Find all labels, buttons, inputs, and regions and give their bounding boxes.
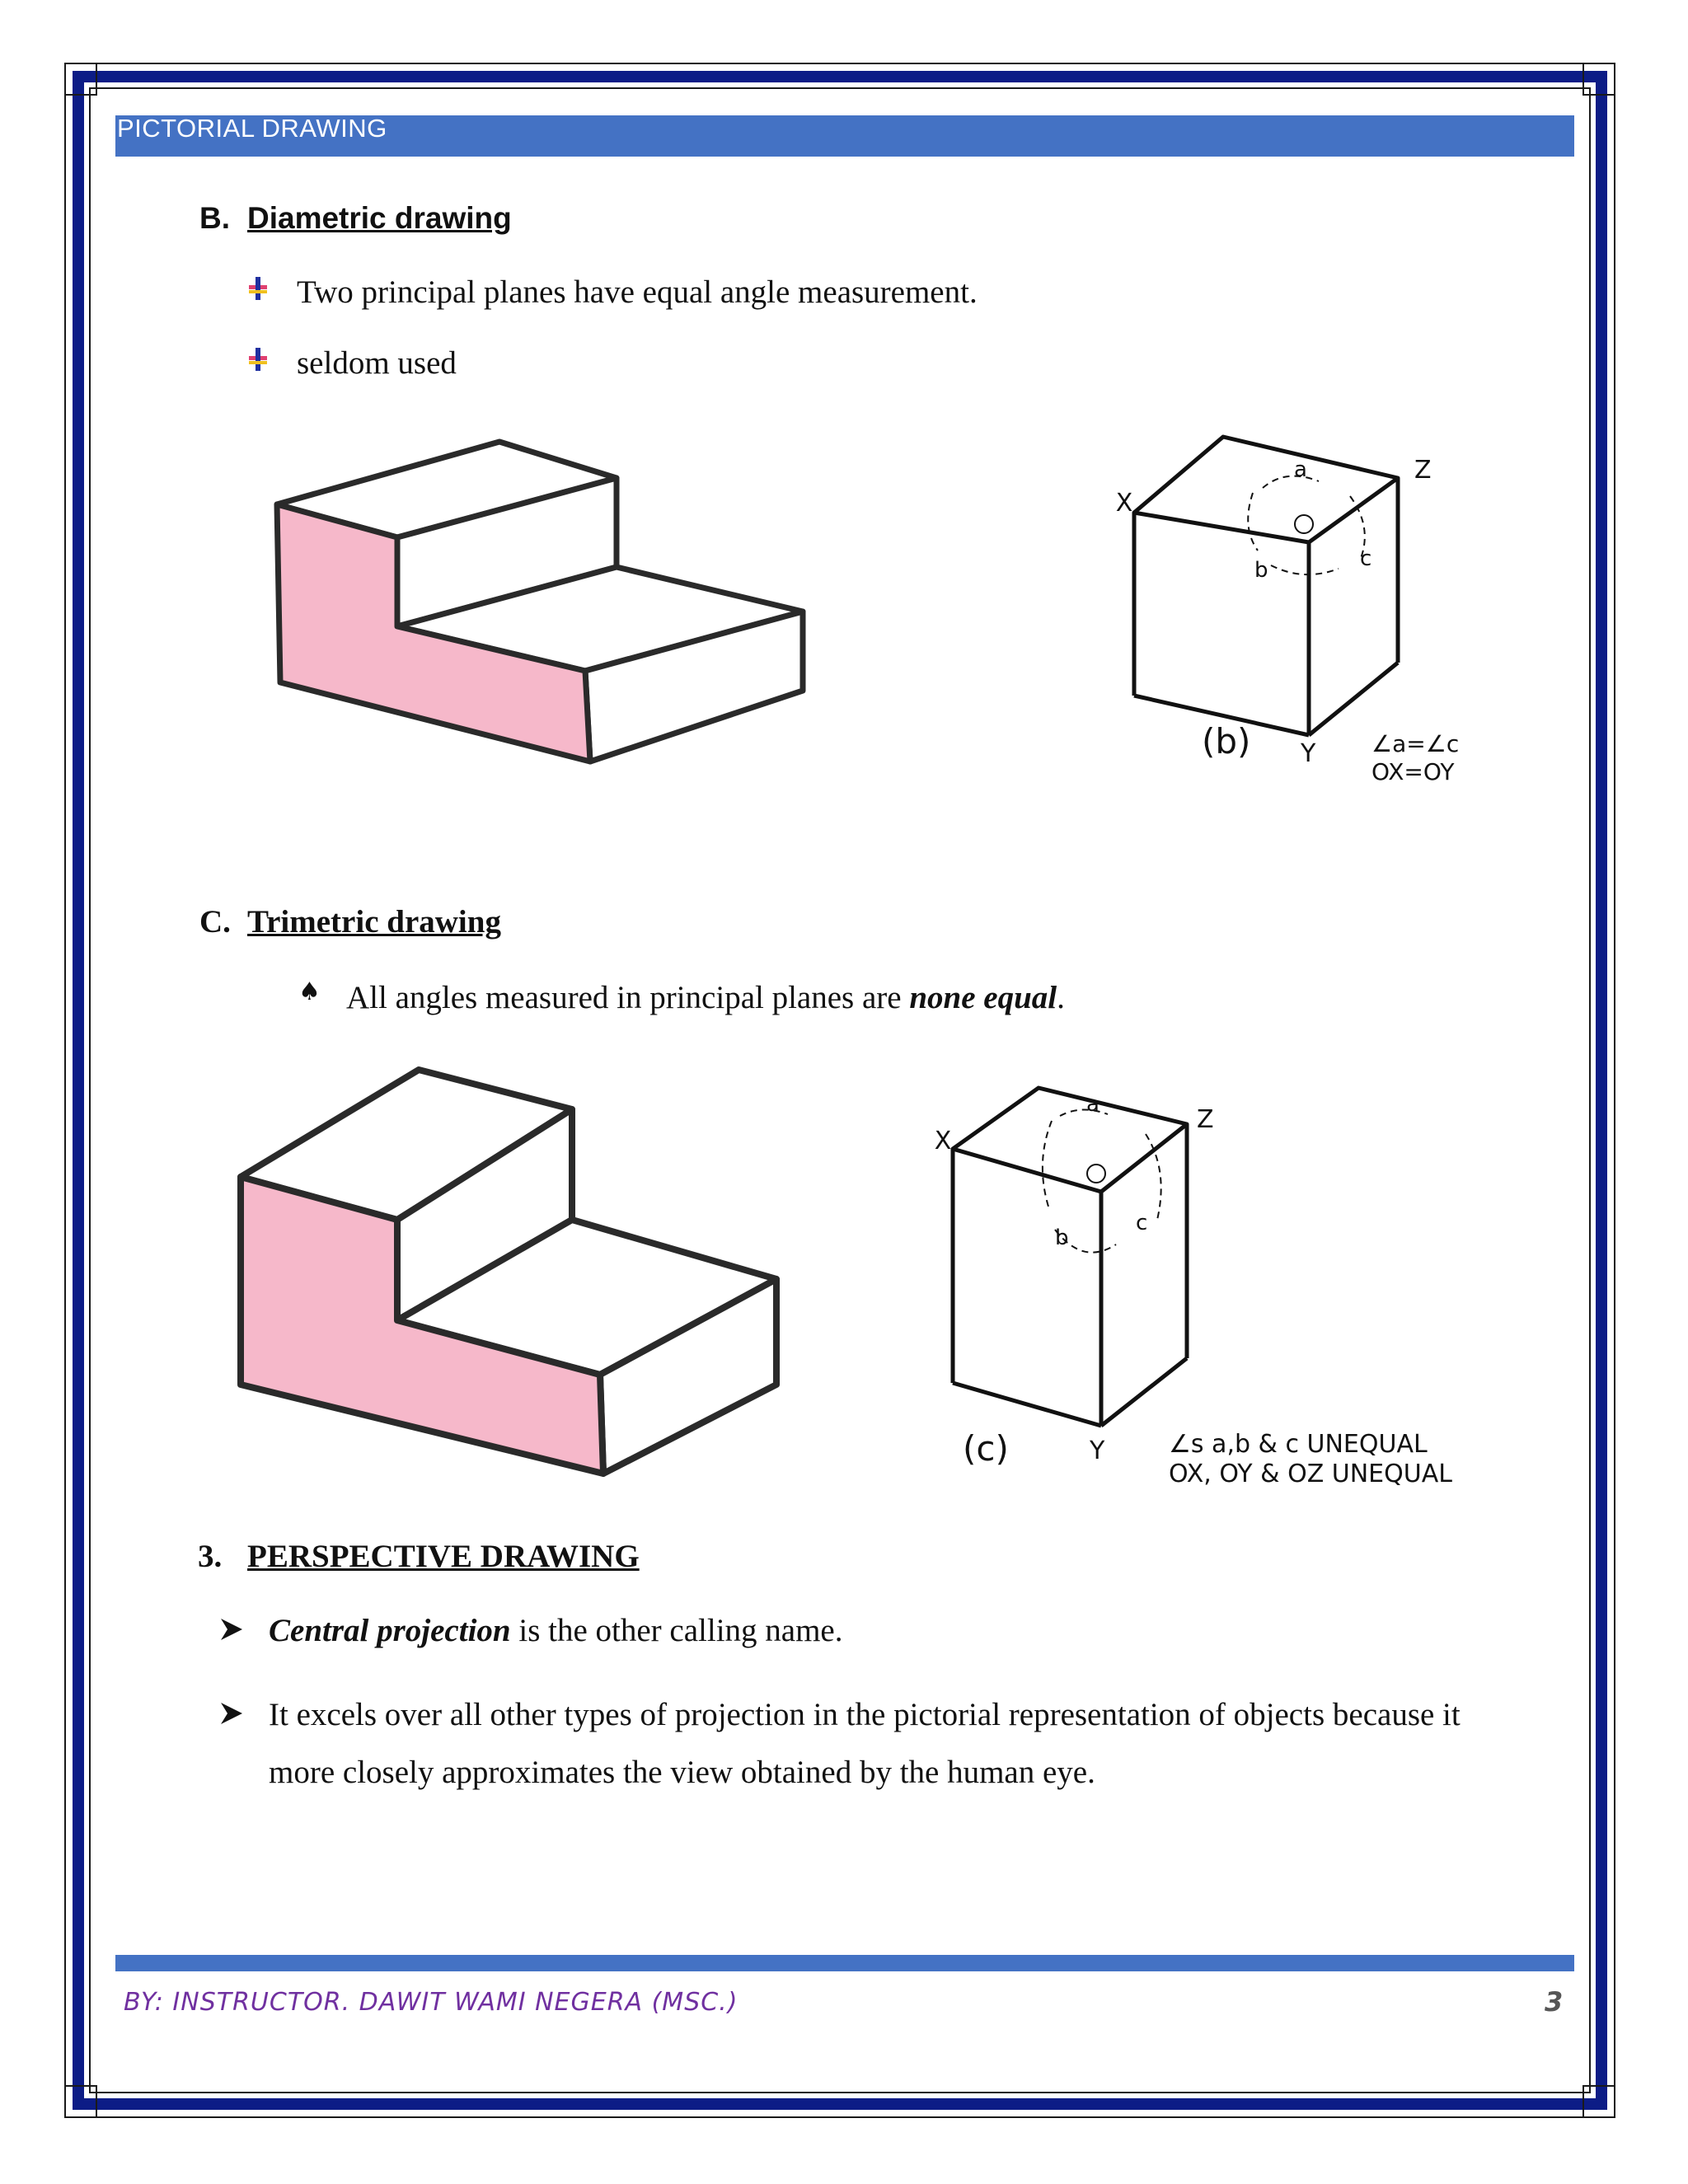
axis-y-label: Y	[1090, 1436, 1105, 1465]
spade-bullet-icon: ♠	[298, 977, 321, 1006]
axis-y-label: Y	[1301, 739, 1316, 768]
section-b-bullet-1: Two principal planes have equal angle measurement.	[297, 274, 978, 310]
figure-b-tag: (b)	[1202, 721, 1251, 762]
axis-x-label: X	[1115, 489, 1133, 518]
section-3-title: PERSPECTIVE DRAWING	[247, 1539, 640, 1574]
section-3-label: 3.	[198, 1539, 223, 1574]
section-3-bullet-1-rest: is the other calling name.	[510, 1613, 843, 1648]
header-title: PICTORIAL DRAWING	[117, 114, 387, 143]
arrow-bullet-icon	[219, 1617, 244, 1642]
section-c-label: C.	[199, 904, 231, 940]
section-c-bullet-suffix: .	[1057, 980, 1065, 1015]
footer-author: BY: INSTRUCTOR. DAWIT WAMI NEGERA (MSC.)	[124, 1988, 738, 2017]
diametric-stair-figure	[264, 429, 824, 775]
axis-z-label: Z	[1197, 1105, 1214, 1134]
section-3-bullet-1	[269, 1602, 842, 1660]
diametric-cube-figure	[1088, 420, 1517, 808]
cross-bullet-icon	[246, 275, 270, 303]
section-c-title: Trimetric drawing	[247, 904, 501, 940]
section-c-bullet-emphasis: none equal	[909, 980, 1057, 1015]
axis-x-label: X	[934, 1127, 952, 1155]
figure-c-note-1: ∠s a,b & c UNEQUAL	[1169, 1430, 1428, 1459]
trimetric-cube-figure	[907, 1071, 1484, 1500]
border-corner-bottom-right	[1582, 2085, 1615, 2118]
angle-a-label: a	[1086, 1092, 1100, 1117]
angle-c-label: c	[1360, 546, 1372, 571]
cross-bullet-icon	[246, 346, 270, 374]
figure-b-note-2: OX=OY	[1372, 758, 1455, 785]
figure-c-note-2: OX, OY & OZ UNEQUAL	[1169, 1460, 1452, 1488]
trimetric-stair-figure	[231, 1063, 791, 1492]
border-corner-top-right	[1582, 63, 1615, 96]
section-3-bullet-1-emphasis: Central projection	[269, 1613, 511, 1648]
angle-a-label: a	[1294, 457, 1307, 482]
section-c-bullet	[346, 969, 1065, 1027]
section-b-label: B.	[199, 201, 230, 235]
border-corner-top-left	[64, 63, 97, 96]
section-b-bullet-2: seldom used	[297, 345, 457, 381]
angle-b-label: b	[1254, 558, 1268, 583]
figure-b-note-1: ∠a=∠c	[1372, 730, 1460, 757]
border-corner-bottom-left	[64, 2085, 97, 2118]
axis-z-label: Z	[1414, 456, 1432, 485]
arrow-bullet-icon	[219, 1701, 244, 1726]
footer-bar	[115, 1955, 1574, 1971]
section-c-bullet-prefix: All angles measured in principal planes are	[346, 980, 910, 1015]
section-3-bullet-2: It excels over all other types of projection in the pictorial representation of objects because it more closely approximates the view obtained by the human eye.	[269, 1697, 1461, 1790]
angle-b-label: b	[1055, 1226, 1069, 1250]
figure-c-tag: (c)	[963, 1428, 1009, 1469]
page-number: 3	[1545, 1986, 1564, 2018]
section-b-title: Diametric drawing	[247, 201, 512, 235]
angle-c-label: c	[1136, 1211, 1148, 1235]
